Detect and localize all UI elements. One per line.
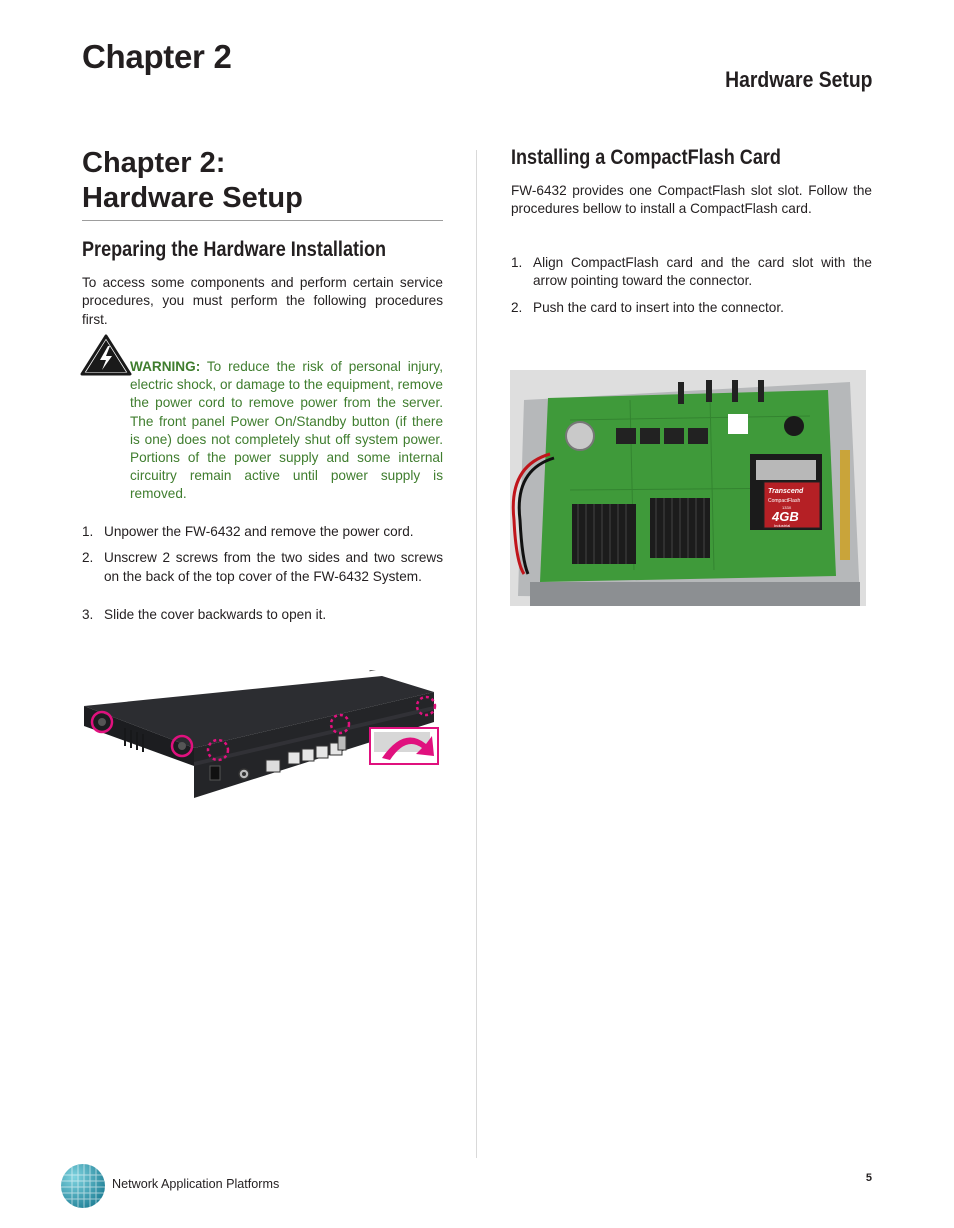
cf-steps-list	[511, 254, 872, 317]
card-grade-label: Industrial	[774, 523, 791, 528]
section-header: Hardware Setup	[724, 67, 872, 92]
prep-steps-list	[82, 523, 443, 625]
card-type-label: CompactFlash	[768, 498, 801, 504]
page-title-line1: Chapter 2:	[82, 147, 226, 179]
prep-step-2: 2. Unscrew 2 screws from the two sides and two screws on the back of the top cover of the FW-6432 System.	[82, 550, 443, 584]
page-title	[82, 146, 443, 221]
prep-step-1: 1. Unpower the FW-6432 and remove the power cord.	[82, 524, 414, 539]
cf-step-1: 1. Align CompactFlash card and the card slot with the arrow pointing toward the connector.	[511, 255, 872, 289]
motherboard-image	[510, 370, 866, 606]
preparing-heading: Preparing the Hardware Installation	[82, 238, 387, 261]
page-title-line2: Hardware Setup	[82, 182, 303, 214]
column-divider	[476, 150, 477, 1158]
chassis-image	[82, 670, 444, 800]
cf-step-2: 2. Push the card to insert into the connector.	[511, 299, 784, 315]
cf-intro-paragraph: FW-6432 provides one CompactFlash slot slot. Follow the procedures bellow to install a CompactFlash card.	[511, 183, 872, 217]
company-logo	[60, 1163, 106, 1209]
card-capacity-label: 4GB	[772, 509, 799, 524]
chapter-header: Chapter 2	[82, 38, 232, 75]
warning-icon	[80, 334, 132, 376]
footer-text: Network Application Platforms	[112, 1177, 280, 1191]
card-brand-label: Transcend	[768, 488, 804, 495]
card-speed-label: 133X	[782, 505, 792, 510]
page-number: 5	[865, 1172, 872, 1184]
intro-paragraph: To access some components and perform certain service procedures, you must perform the following procedures first.	[82, 275, 443, 327]
cf-heading: Installing a CompactFlash Card	[511, 146, 781, 169]
warning-label: WARNING:	[130, 359, 201, 374]
warning-text	[130, 358, 443, 504]
warning-body: To reduce the risk of personal injury, electric shock, or damage to the equipment, remove the power cord to remove power from the server. The front panel Power On/Standby button (if there is one) does not completely shut off system power. Portions of the power supply and some internal circuitry remain active until power supply is removed.	[130, 359, 443, 502]
prep-step-3: 3. Slide the cover backwards to open it.	[82, 607, 327, 623]
